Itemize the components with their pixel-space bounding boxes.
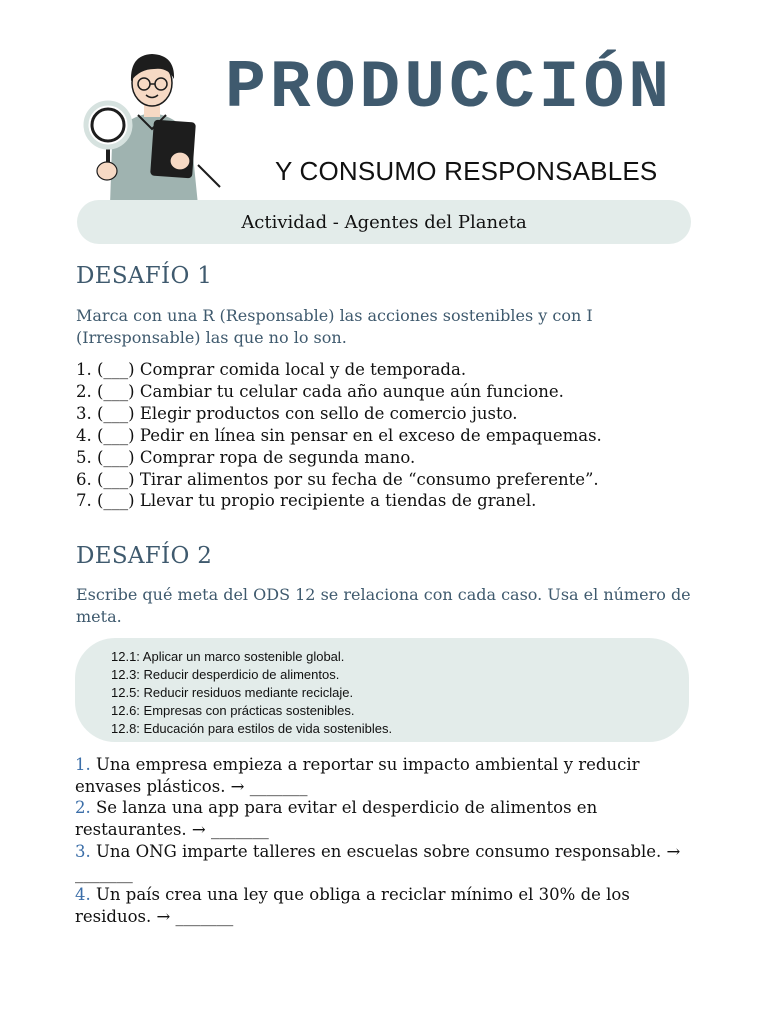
case-text: Se lanza una app para evitar el desperdicio de alimentos en restaurantes. → _______: [75, 798, 598, 840]
list-item: 1. (___) Comprar comida local y de temporada.: [76, 360, 467, 379]
list-item: 3. (___) Elegir productos con sello de comercio justo.: [76, 403, 518, 423]
goal-item: 12.3: Reducir desperdicio de alimentos.: [111, 667, 340, 683]
case-text: Una empresa empieza a reportar su impacto ambiental y reducir envases plásticos. → _______: [75, 755, 640, 796]
case-text: Un país crea una ley que obliga a reciclar mínimo el 30% de los residuos. → _______: [75, 885, 630, 926]
list-item: 2. (___) Cambiar tu celular cada año aunque aún funcione.: [76, 381, 564, 401]
challenge-1-list: [76, 359, 716, 512]
case-number: 1.: [75, 755, 91, 774]
page-title: PRODUCCIÓN: [225, 50, 674, 127]
list-item: 7. (___) Llevar tu propio recipiente a tiendas de granel.: [76, 491, 537, 511]
goals-box: [75, 638, 689, 742]
list-item: 5. (___) Comprar ropa de segunda mano.: [76, 447, 416, 467]
challenge-2-heading: DESAFÍO 2: [76, 543, 213, 569]
goal-item: 12.8: Educación para estilos de vida sostenibles.: [111, 721, 393, 737]
list-item: 4. (___) Pedir en línea sin pensar en el exceso de empaquemas.: [76, 425, 602, 445]
case-item: [75, 797, 695, 840]
challenge-1-instruction: Marca con una R (Responsable) las acciones sostenibles y con I (Irresponsable) las que no lo son.: [76, 306, 593, 347]
case-number: 2.: [75, 798, 91, 818]
case-item: [75, 754, 695, 797]
case-item: [75, 841, 695, 884]
case-text: Una ONG imparte talleres en escuelas sobre consumo responsable. → _______: [75, 841, 681, 883]
list-item: 6. (___) Tirar alimentos por su fecha de “consumo preferente”.: [76, 469, 599, 489]
goal-item: 12.1: Aplicar un marco sostenible global.: [111, 649, 345, 664]
case-number: 4.: [75, 885, 91, 905]
goal-item: 12.6: Empresas con prácticas sostenibles.: [111, 703, 355, 719]
activity-banner: Actividad - Agentes del Planeta: [77, 200, 691, 244]
page-subtitle: Y CONSUMO RESPONSABLES: [275, 156, 658, 186]
goal-item: 12.5: Reducir residuos mediante reciclaje.: [111, 685, 354, 701]
case-number: 3.: [75, 841, 91, 861]
challenge-2-instruction: Escribe qué meta del ODS 12 se relaciona con cada caso. Usa el número de meta.: [76, 585, 691, 626]
person-with-magnifier-illustration: [80, 45, 230, 205]
challenge-1-heading: DESAFÍO 1: [76, 263, 213, 289]
case-item: [75, 884, 695, 927]
challenge-2-cases: [75, 754, 695, 928]
